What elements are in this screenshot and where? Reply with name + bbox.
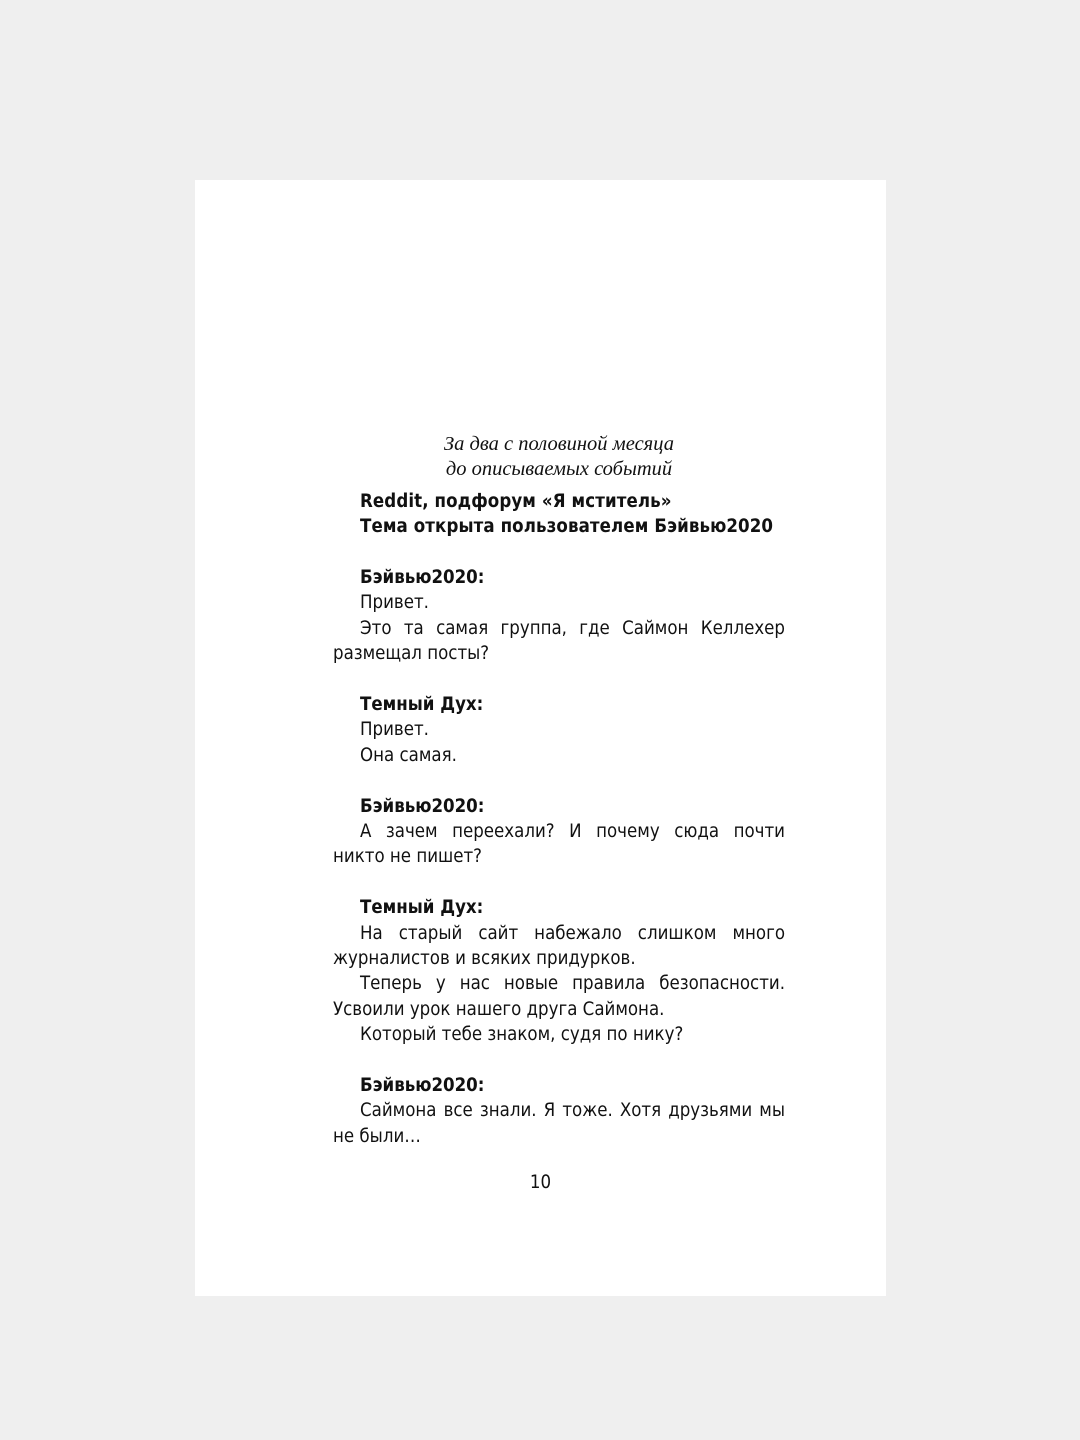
post-author: Темный Дух: (360, 897, 484, 919)
post-author: Бэйвью2020: (360, 795, 485, 817)
thread-header-forum: Reddit, подфорум «Я мститель» (360, 490, 672, 512)
post-line: Привет. (360, 592, 429, 614)
thread-header (333, 489, 785, 540)
post-line: Теперь у нас новые правила безопасности. Усвоили урок нашего друга Саймона. (333, 973, 785, 1020)
epigraph-line-1: За два с половиной месяца (444, 433, 674, 455)
epigraph (333, 432, 785, 483)
post-4 (333, 895, 785, 1047)
post-line: Саймона все знали. Я тоже. Хотя друзьями мы не были… (333, 1100, 785, 1147)
post-line: Она самая. (360, 744, 457, 766)
post-5 (333, 1073, 785, 1149)
epigraph-line-2: до описываемых событий (445, 458, 673, 481)
post-3 (333, 794, 785, 870)
page-text (333, 432, 785, 1149)
post-line: Который тебе знаком, судя по нику? (360, 1024, 684, 1046)
thread-header-topic: Тема открыта пользователем Бэйвью2020 (360, 516, 774, 538)
book-page (195, 180, 886, 1296)
post-2 (333, 692, 785, 768)
post-line: На старый сайт набежало слишком много журналистов и всяких придурков. (333, 922, 785, 970)
post-1 (333, 565, 785, 667)
post-author: Бэйвью2020: (360, 1075, 485, 1097)
post-line: А зачем переехали? И почему сюда почти никто не пишет? (333, 821, 785, 868)
post-line: Это та самая группа, где Саймон Келлехер размещал посты? (333, 617, 785, 665)
post-line: Привет. (360, 719, 429, 741)
page-number: 10 (529, 1172, 552, 1193)
post-author: Бэйвью2020: (360, 567, 485, 589)
post-author: Темный Дух: (360, 694, 484, 716)
